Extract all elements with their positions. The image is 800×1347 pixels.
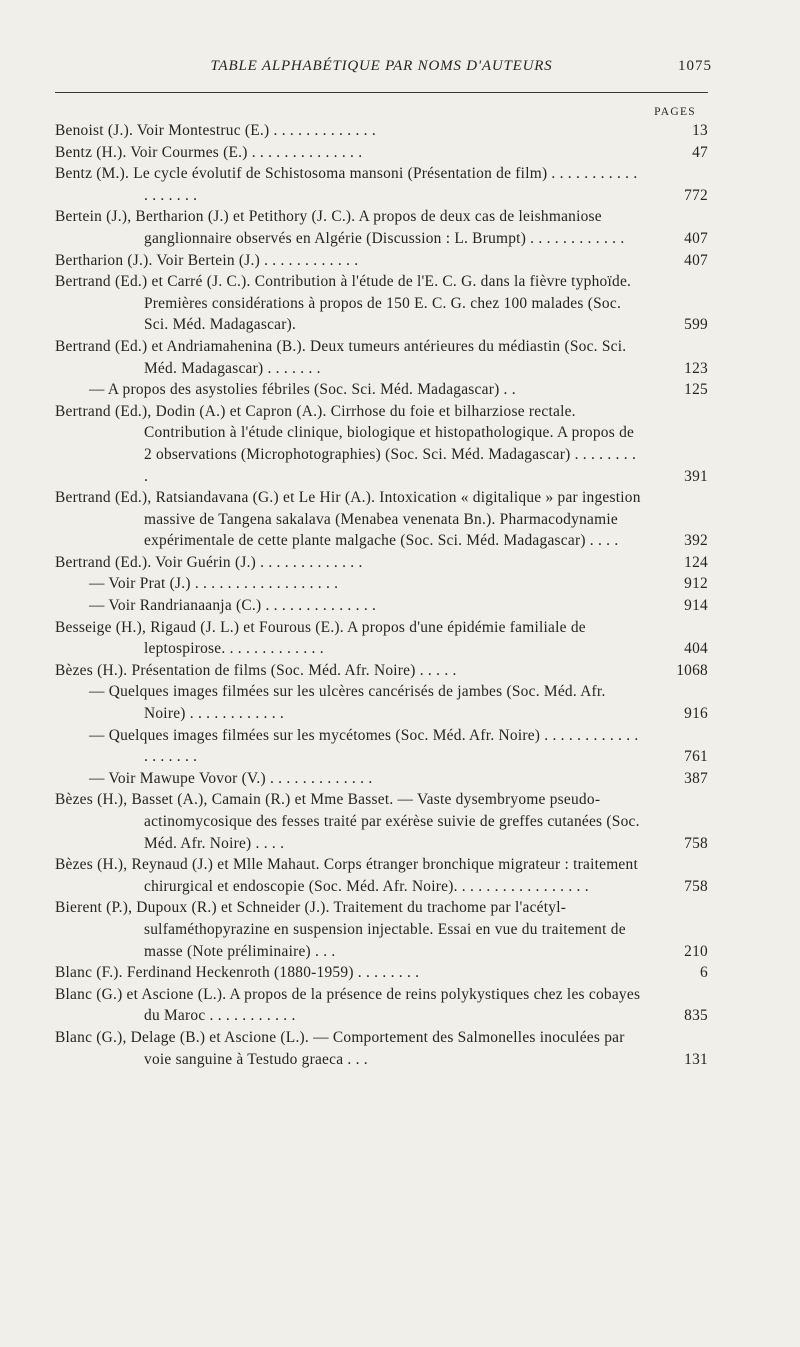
index-entry — [55, 552, 708, 574]
entry-page: 758 — [684, 834, 708, 852]
pages-column-label: PAGES — [654, 106, 696, 118]
entry-page: 124 — [684, 553, 708, 571]
index-subentry — [55, 595, 708, 617]
entry-text: — Quelques images filmées sur les ulcères cancérisés de jambes (Soc. Méd. Afr. Noire) . . . . . . . . . . . . — [89, 683, 606, 723]
index-subentry — [55, 681, 708, 724]
index-entry — [55, 142, 708, 164]
index-entry — [55, 120, 708, 142]
entry-page: 404 — [684, 640, 708, 658]
index-entry — [55, 962, 708, 984]
index-entry — [55, 250, 708, 272]
entry-page: 912 — [684, 575, 708, 593]
entry-text: Bentz (M.). Le cycle évolutif de Schistosoma mansoni (Présentation de film) . . . . . . . . . . . . . . . . . . — [55, 165, 638, 204]
entry-page: 387 — [684, 769, 708, 787]
entry-page: 47 — [692, 143, 708, 161]
index-entry — [55, 163, 708, 206]
index-entry — [55, 984, 708, 1027]
entry-page: 761 — [684, 748, 708, 766]
entry-text: Bèzes (H.). Présentation de films (Soc. Méd. Afr. Noire) . . . . . — [55, 661, 457, 679]
entry-text: — Voir Prat (J.) . . . . . . . . . . . . . . . . . . — [89, 575, 339, 593]
entry-page: 131 — [684, 1050, 708, 1068]
entry-page: 407 — [684, 229, 708, 247]
entry-text: Blanc (G.), Delage (B.) et Ascione (L.). — Comportement des Salmonelles inoculées par voie sanguine à Testudo graeca . . . — [55, 1028, 625, 1068]
entry-page: 125 — [684, 381, 708, 399]
entry-page: 13 — [692, 122, 708, 139]
entry-text: Bertein (J.), Bertharion (J.) et Petithory (J. C.). A propos de deux cas de leishmaniose ganglionnaire observés en Algérie (Discussion : L. Brumpt) . . . . . . . . . . . . — [55, 208, 625, 247]
entry-text: Bentz (H.). Voir Courmes (E.) . . . . . . . . . . . . . . — [55, 143, 363, 161]
entry-text: Bertrand (Ed.). Voir Guérin (J.) . . . . . . . . . . . . . — [55, 553, 363, 571]
index-subentry — [55, 768, 708, 790]
entry-text: Benoist (J.). Voir Montestruc (E.) . . . . . . . . . . . . . — [55, 122, 376, 139]
entry-text: Bèzes (H.), Basset (A.), Camain (R.) et Mme Basset. — Vaste dysembryome pseudo-actinomycosique des fesses traité par exérèse suivie de greffes cutanées (Soc. Méd. Afr. Noire) . . . . — [55, 791, 640, 852]
entry-text: Bèzes (H.), Reynaud (J.) et Mlle Mahaut. Corps étranger bronchique migrateur : traitement chirurgical et endoscopie (Soc. Méd. Afr. Noire). . . . . . . . . . . . . . . . . — [55, 856, 638, 895]
entry-page: 914 — [684, 597, 708, 615]
entry-text: Besseige (H.), Rigaud (J. L.) et Fourous (E.). A propos d'une épidémie familiale de leptospirose. . . . . . . . . . . . . — [55, 618, 586, 658]
index-entry — [55, 660, 708, 682]
index-entry — [55, 336, 708, 379]
index-entry — [55, 401, 708, 487]
index-subentry — [55, 379, 708, 401]
entry-text: Bertharion (J.). Voir Bertein (J.) . . . . . . . . . . . . — [55, 251, 359, 269]
entry-text: Bierent (P.), Dupoux (R.) et Schneider (J.). Traitement du trachome par l'acétyl-sulfaméthopyrazine en suspension injectable. Essai en vue du traitement de masse (Note préliminaire) . . . — [55, 899, 626, 960]
index-entry — [55, 854, 708, 897]
entry-page: 392 — [684, 532, 708, 550]
entry-text: — Voir Randrianaanja (C.) . . . . . . . . . . . . . . — [89, 597, 377, 615]
index-subentry — [55, 725, 708, 768]
author-index — [55, 120, 708, 1070]
entry-page: 1068 — [676, 661, 708, 679]
entry-text: Bertrand (Ed.), Dodin (A.) et Capron (A.). Cirrhose du foie et bilharziose rectale. Contribution à l'étude clinique, biologique et histopathologique. A propos de 2 observations (Microphotographies) (Soc. Sci. Méd. Madagascar) . . . . . . . . . — [55, 402, 637, 485]
index-entry — [55, 789, 708, 854]
entry-text: — Quelques images filmées sur les mycétomes (Soc. Méd. Afr. Noire) . . . . . . . . . . . . . . . . . . . — [89, 726, 639, 766]
entry-page: 772 — [684, 186, 708, 204]
entry-page: 391 — [684, 467, 708, 485]
entry-page: 210 — [684, 942, 708, 960]
entry-text: Bertrand (Ed.) et Andriamahenina (B.). Deux tumeurs antérieures du médiastin (Soc. Sci. Méd. Madagascar) . . . . . . . — [55, 337, 627, 377]
entry-text: Blanc (F.). Ferdinand Heckenroth (1880-1959) . . . . . . . . — [55, 964, 420, 982]
index-entry — [55, 1027, 708, 1070]
entry-page: 123 — [684, 359, 708, 377]
entry-page: 835 — [684, 1007, 708, 1025]
index-entry — [55, 487, 708, 552]
page-number: 1075 — [678, 58, 712, 74]
entry-page: 6 — [700, 964, 708, 982]
index-entry — [55, 617, 708, 660]
entry-text: Blanc (G.) et Ascione (L.). A propos de la présence de reins polykystiques chez les cobayes du Maroc . . . . . . . . . . . — [55, 985, 641, 1025]
entry-page: 599 — [684, 316, 708, 334]
entry-page: 916 — [684, 705, 708, 723]
entry-text: — A propos des asystolies fébriles (Soc. Sci. Méd. Madagascar) . . — [89, 381, 516, 399]
index-entry — [55, 206, 708, 249]
page-title: TABLE ALPHABÉTIQUE PAR NOMS D'AUTEURS — [210, 58, 553, 74]
index-entry — [55, 271, 708, 336]
entry-page: 407 — [684, 251, 708, 269]
entry-text: — Voir Mawupe Vovor (V.) . . . . . . . . . . . . . — [89, 769, 373, 787]
entry-page: 758 — [684, 877, 708, 895]
entry-text: Bertrand (Ed.), Ratsiandavana (G.) et Le Hir (A.). Intoxication « digitalique » par ingestion massive de Tangena sakalava (Menabea venenata Bn.). Pharmacodynamie expérimentale de cette plante malgache (Soc. Sci. Méd. Madagascar) . . . . — [55, 489, 641, 550]
entry-text: Bertrand (Ed.) et Carré (J. C.). Contribution à l'étude de l'E. C. G. dans la fièvre typhoïde. Premières considérations à propos de 150 E. C. G. chez 100 malades (Soc. Sci. Méd. Madagascar). — [55, 273, 632, 334]
header-rule — [55, 92, 708, 93]
index-subentry — [55, 573, 708, 595]
index-entry — [55, 897, 708, 962]
